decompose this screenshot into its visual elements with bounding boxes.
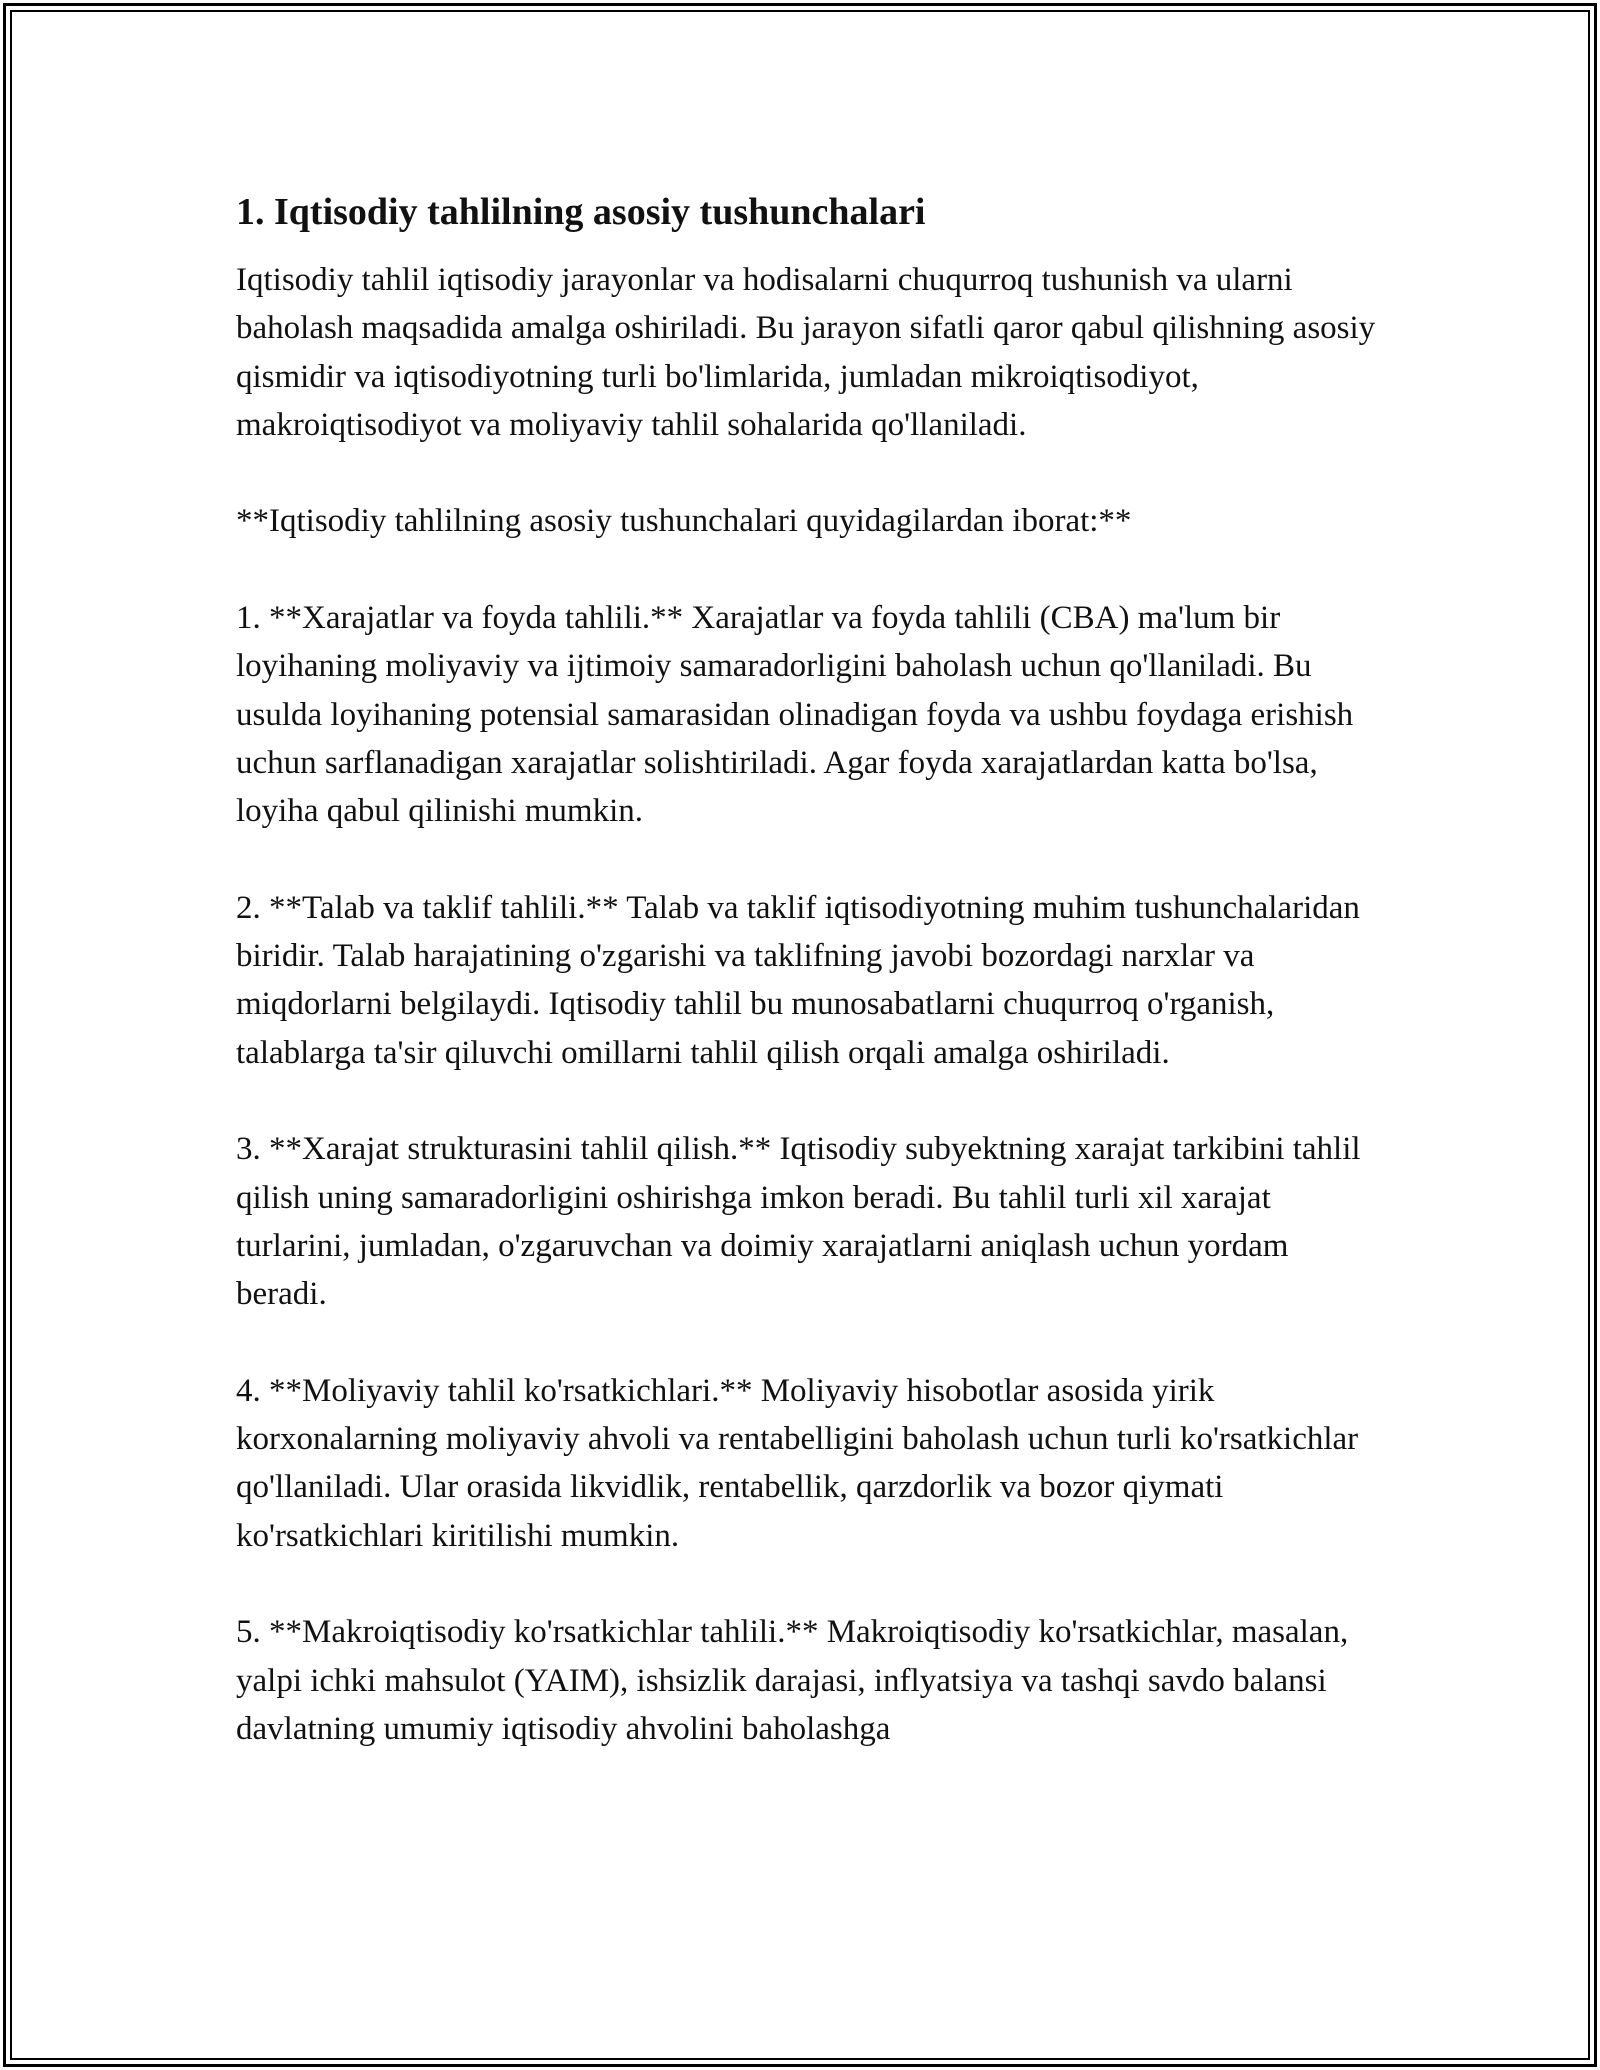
list-item-cost-benefit: 1. **Xarajatlar va foyda tahlili.** Xarajatlar va foyda tahlili (CBA) ma'lum bir loyihaning moliyaviy va ijtimoiy samaradorligini baholash uchun qo'llaniladi. Bu usulda loyihaning potensial samarasidan olinadigan foyda va ushbu foydaga erishish uchun sarflanadigan xarajatlar solishtiriladi. Agar foyda xarajatlardan katta bo'lsa, loyiha qabul qilinishi mumkin. [236, 600, 1354, 830]
list-item-supply-demand: 2. **Talab va taklif tahlili.** Talab va taklif iqtisodiyotning muhim tushunchalaridan biridir. Talab harajatining o'zgarishi va taklifning javobi bozordagi narxlar va miqdorlarni belgilaydi. Iqtisodiy tahlil bu munosabatlarni chuqurroq o'rganish, talablarga ta'sir qiluvchi omillarni tahlil qilish orqali amalga oshiriladi. [236, 889, 1360, 1071]
list-item-macro-indicators: 5. **Makroiqtisodiy ko'rsatkichlar tahlili.** Makroiqtisodiy ko'rsatkichlar, masalan, yalpi ichki mahsulot (YAIM), ishsizlik darajasi, inflyatsiya va tashqi savdo balansi davlatning umumiy iqtisodiy ahvolini baholashga [236, 1614, 1349, 1747]
list-item-cost-structure: 3. **Xarajat strukturasini tahlil qilish.** Iqtisodiy subyektning xarajat tarkibini tahlil qilish uning samaradorligini oshirishga imkon beradi. Bu tahlil turli xil xarajat turlarini, jumladan, o'zgaruvchan va doimiy xarajatlarni aniqlash uchun yordam beradi. [236, 1131, 1361, 1313]
intro-paragraph: Iqtisodiy tahlil iqtisodiy jarayonlar va hodisalarni chuqurroq tushunish va ularni baholash maqsadida amalga oshiriladi. Bu jarayon sifatli qaror qabul qilishning asosiy qismidir va iqtisodiyotning turli bo'limlarida, jumladan mikroiqtisodiyot, makroiqtisodiyot va moliyaviy tahlil sohalarida qo'llaniladi. [236, 262, 1376, 443]
list-item-financial-indicators: 4. **Moliyaviy tahlil ko'rsatkichlari.** Moliyaviy hisobotlar asosida yirik korxonalarning moliyaviy ahvoli va rentabelligini baholash uchun turli ko'rsatkichlar qo'llaniladi. Ular orasida likvidlik, rentabellik, qarzdorlik va bozor qiymati ko'rsatkichlari kiritilishi mumkin. [236, 1372, 1359, 1554]
document-body [236, 188, 1376, 1802]
concepts-lead-paragraph: **Iqtisodiy tahlilning asosiy tushunchalari quyidagilardan iborat:** [236, 503, 1132, 540]
section-heading: 1. Iqtisodiy tahlilning asosiy tushunchalari [236, 191, 926, 233]
